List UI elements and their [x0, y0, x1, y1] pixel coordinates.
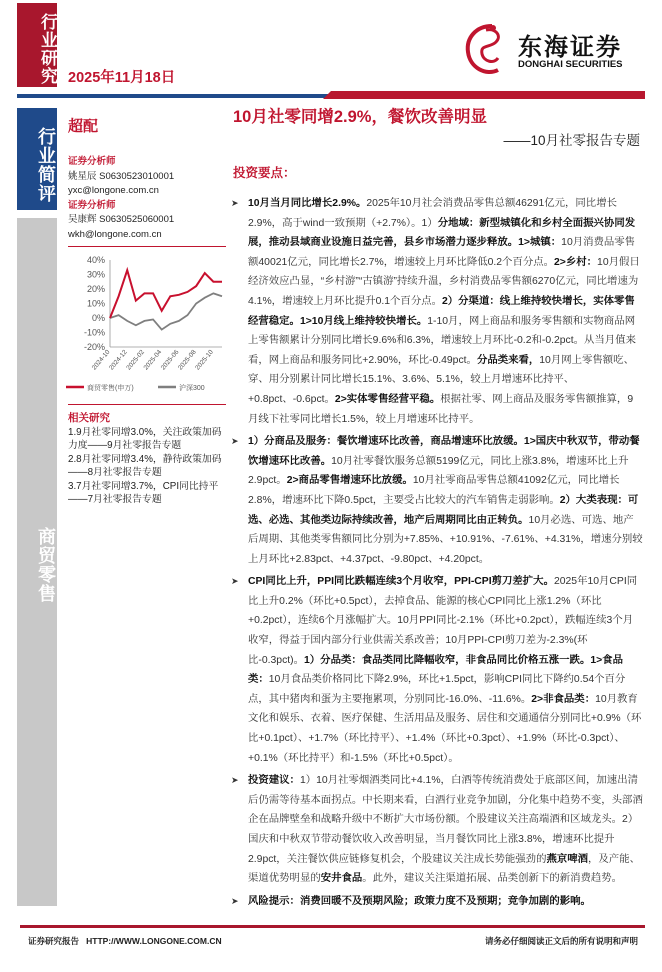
report-subtitle: ——10月社零报告专题	[503, 133, 640, 148]
body-text: 2025年10月CPI同比上升0.2%（环比+0.5pct），去掉食品、能源的核心CPI同比上涨1.2%（环比+0.2pct），连续6个月涨幅扩大。10月PPI同比-2.1%（环比+0.2pct），跌幅连续3个月收窄，得益于国内部分行业供需关系改善；10月PPI-CPI剪刀差为-2.3%(环比-0.3pct)。	[248, 576, 638, 666]
related-heading: 相关研究	[68, 412, 110, 424]
x-tick-label: 2024-12	[108, 348, 129, 372]
footer	[0, 925, 662, 955]
bold-text: 1）分品类：食品类同比降幅收窄，非食品同比价格五涨一跌。1>食品类：	[248, 654, 623, 686]
y-tick-label: 30%	[86, 269, 105, 280]
key-point	[231, 892, 643, 912]
related-report-link[interactable]: 2.8月社零同增3.4%，静待政策加码——8月社零报告专题	[68, 453, 222, 479]
analyst-email[interactable]: wkh@longone.com.cn	[68, 228, 162, 240]
series-line	[110, 293, 222, 329]
body-text: 1）10月社零烟酒类同比+4.1%，白酒等传统消费处于底部区间，加速出清后仍需等待基本面拐点。中长期来看，白酒行业竞争加剧，分化集中趋势不变，头部酒企在品牌壁垒和战略升级中不断扩大市场份额。个股建议关注高端酒和区域龙头。2）国庆和中秋双节带动餐饮收入改善明显，当月餐饮同比上涨3.8%，增速环比提升2.9pct，关注餐饮供应链修复机会，个股建议关注成长势能强劲的	[248, 775, 643, 865]
category-tab: 行业研究	[17, 3, 57, 87]
header-divider-red	[323, 91, 645, 99]
footer-url[interactable]: HTTP://WWW.LONGONE.COM.CN	[86, 936, 222, 946]
analyst-name: 吴康辉 S0630525060001	[68, 214, 175, 225]
report-type-tab: 行业简评	[17, 108, 57, 210]
related-report-link[interactable]: 3.7月社零同增3.7%，CPI同比持平——7月社零报告专题	[68, 480, 219, 506]
arrow-bullet-icon: ➤	[231, 198, 239, 208]
body-text: 1-10月，网上商品和服务零售额和实物商品网上零售额累计分别同比增长9.6%和6.3%，增速较上月环比-0.2和-0.2pct。从当月值来看，网上商品和服务同比+2.90%，环比-0.49pct。	[248, 315, 636, 366]
y-tick-label: 10%	[86, 298, 105, 309]
key-point	[231, 572, 643, 768]
bold-text: 2）大类表现：可选、必选、其他类边际持续改善，地产后周期同比由正转负。	[248, 494, 639, 526]
x-tick-label: 2025-10	[194, 348, 215, 372]
y-tick-label: 20%	[86, 284, 105, 294]
key-point	[231, 432, 643, 569]
body-text: 10月食品类价格同比下降2.9%，环比+1.5pct，影响CPI同比下降约0.54个百分点，其中猪肉和蛋为主要拖累项，分别同比-16.0%、-11.6%。	[248, 674, 626, 705]
logo	[462, 22, 642, 77]
bold-text: 2>商品零售增速环比放缓。	[286, 475, 413, 487]
bold-text: 2>非食品类：	[531, 693, 596, 705]
bold-text: 1）分商品及服务：餐饮增速环比改善，商品增速环比放缓。1>国庆中秋双节，带动餐饮增速环比改善。	[248, 436, 640, 467]
body-text: 根据社零、网上商品及服务零售额推算，9月线下社零同比增长1.5%，较上月增速环比持平。	[248, 393, 634, 425]
body-text: 2025年10月社会消费品零售总额46291亿元，同比增长2.9%，高于wind一致预期（+2.7%）。1）	[248, 198, 617, 229]
bold-text: CPI同比上升，PPI同比跌幅连续3个月收窄，PPI-CPI剪刀差扩大。	[248, 576, 554, 588]
key-point	[231, 771, 643, 889]
key-points	[231, 194, 643, 911]
logo-en: DONGHAI SECURITIES	[518, 59, 623, 70]
related-list	[68, 426, 228, 506]
body-text: 10月消费品零售额40021亿元，同比增长2.7%，增速较上月环比降低0.2个百分点。	[248, 237, 636, 268]
bold-text: 安井食品	[320, 873, 363, 885]
arrow-bullet-icon: ➤	[231, 775, 239, 786]
body-text: 10月教育文化和娱乐、衣着、医疗保健、生活用品及服务、居住和交通通信分别同比+0.9%（环比+0.1pct）、+1.7%（环比持平）、+1.4%（环比+0.3pct）、+1.9%（环比-0.3pct）、+0.1%（环比持平）和-1.5%（环比+0.5pct）。	[248, 693, 642, 764]
footer-label: 证券研究报告	[28, 936, 80, 946]
analyst-label: 证券分析师	[68, 199, 116, 211]
x-tick-label: 2025-08	[176, 348, 198, 372]
x-tick-label: 2025-06	[159, 348, 181, 372]
body-text: ，及产能、渠道优势明显的	[248, 853, 640, 885]
bold-text: 分地域：新型城镇化和乡村全面振兴协同发展，推动县域商业设施日益完善，县乡市场潜力逐步释放。1>城镇：	[248, 217, 636, 249]
bold-text: 2>乡村：	[554, 256, 598, 268]
analyst-email[interactable]: yxc@longone.com.cn	[68, 185, 159, 196]
sector-tab: 商贸零售	[17, 218, 57, 906]
bold-text: 分品类来看，	[476, 354, 540, 366]
body-text: 10月社零商品零售总额41092亿元，同比增长2.8%，增速环比下降0.5pct，主要受占比较大的汽车销售走弱影响。	[248, 475, 620, 506]
x-tick-label: 2025-04	[142, 348, 164, 372]
bold-text: 燕京啤酒	[546, 853, 589, 865]
bold-text: 10月当月同比增长2.9%。	[248, 198, 367, 209]
y-tick-label: 0%	[91, 313, 105, 323]
body-text: 10月网上零售额吃、穿、用分别累计同比增长15.1%、3.6%、5.1%，较上月增速环比持平、+0.8pct、-0.6pct。	[248, 354, 634, 405]
key-point	[231, 194, 643, 429]
related-report-link[interactable]: 1.9月社零同增3.0%，关注政策加码力度——9月社零报告专题	[68, 427, 222, 452]
bold-text: 投资建议：	[248, 775, 300, 787]
rating: 超配	[68, 118, 99, 135]
left-divider	[68, 246, 226, 247]
logo-cn: 东海证券	[518, 34, 622, 61]
body-text: 。此外，建议关注渠道拓展、品类创新下的新消费趋势。	[362, 873, 623, 885]
footer-divider	[20, 925, 645, 928]
series-line	[110, 270, 222, 318]
report-title: 10月社零同增2.9%，餐饮改善明显	[233, 108, 487, 126]
body-text: 10月必选、可选、地产后周期、其他类零售额同比分别为+7.85%、+10.91%、-7.61%、+4.31%，增速分别较上月环比+2.83pct、+4.37pct、-9.80pct、+4.20pct。	[248, 514, 643, 565]
legend-label: 沪深300	[179, 385, 205, 392]
analyst-name: 姚星辰 S0630523010001	[68, 170, 175, 182]
x-tick-label: 2024-10	[90, 348, 112, 372]
y-tick-label: -10%	[83, 327, 105, 338]
y-tick-label: 40%	[86, 255, 105, 265]
x-tick-label: 2025-02	[125, 348, 146, 372]
dragon-logo-icon	[462, 22, 508, 78]
arrow-bullet-icon: ➤	[231, 576, 239, 587]
footer-right: 请务必仔细阅读正文后的所有说明和声明	[484, 936, 638, 946]
bold-text: 2）分渠道：线上维持较快增长，实体零售经营稳定。1>10月线上维持较快增长。	[248, 295, 635, 327]
analysts	[68, 155, 228, 242]
y-tick-label: -20%	[83, 342, 105, 352]
report-date: 2025年11月18日	[68, 70, 176, 86]
left-divider	[68, 404, 226, 405]
arrow-bullet-icon: ➤	[231, 436, 239, 447]
left-column	[68, 117, 228, 506]
bold-text: 2>实体零售经营平稳。	[334, 393, 441, 405]
footer-left	[28, 935, 222, 947]
arrow-bullet-icon: ➤	[231, 895, 239, 906]
performance-chart	[62, 250, 230, 398]
analyst-label: 证券分析师	[68, 156, 116, 167]
body-text: 10月社零餐饮服务总额5199亿元，同比上涨3.8%，增速环比上升2.9pct。	[248, 455, 629, 487]
header-divider	[17, 94, 329, 98]
section-heading: 投资要点：	[233, 166, 296, 180]
bold-text: 风险提示：消费回暖不及预期风险；政策力度不及预期；竞争加剧的影响。	[248, 895, 591, 907]
body-text: 10月假日经济效应凸显，“乡村游”“古镇游”持续升温，乡村消费品零售额6270亿元，同比增速为4.1%，增速较上月环比提升0.1个百分点。	[248, 256, 640, 307]
legend-label: 商贸零售(申万)	[87, 385, 134, 392]
